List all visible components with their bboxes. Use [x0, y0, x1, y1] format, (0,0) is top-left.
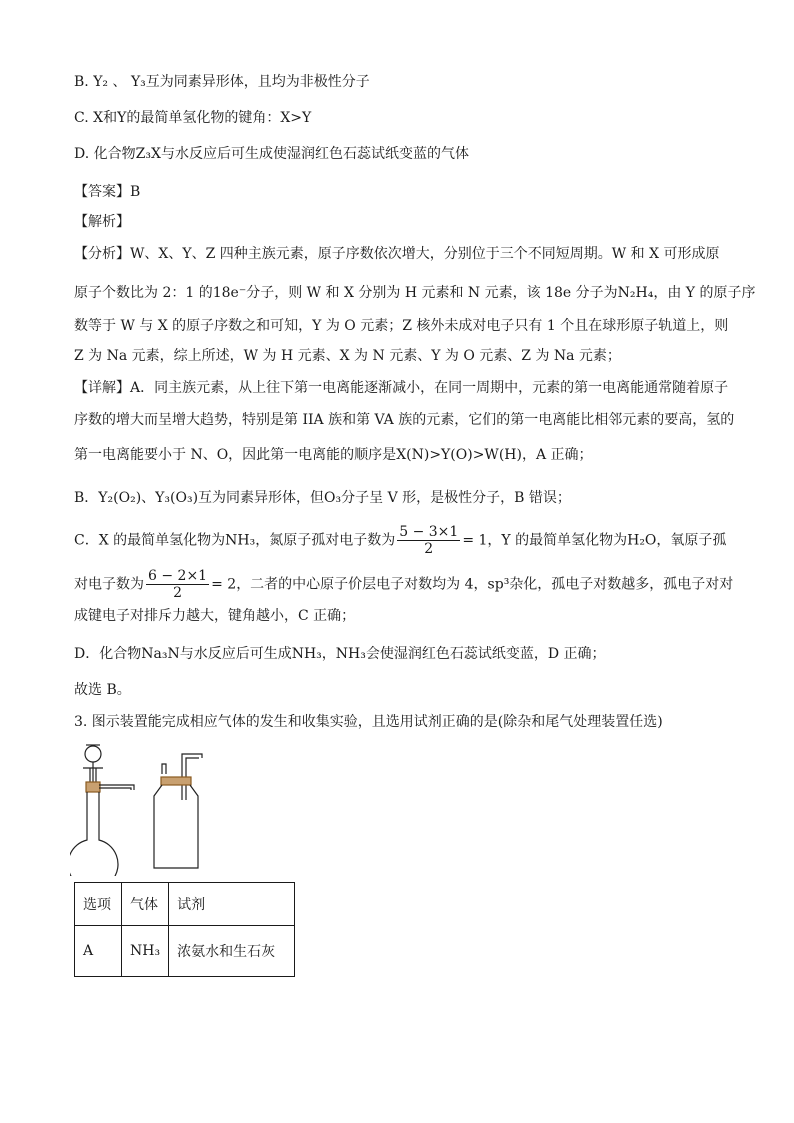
- header-cell: 气体: [122, 883, 169, 926]
- table-cell: A: [75, 926, 122, 977]
- header-cell: 选项: [75, 883, 122, 926]
- table-row: [75, 926, 295, 977]
- answer-line: 【答案】B: [74, 184, 141, 200]
- conclusion: 故选 B。: [74, 682, 131, 698]
- detail-d-line: D．化合物Na₃N与水反应后可生成NH₃，NH₃会使湿润红色石蕊试纸变蓝，D 正确；: [74, 646, 606, 662]
- header-cell: 试剂: [169, 883, 295, 926]
- detail-line-2: 序数的增大而呈增大趋势，特别是第 IIA 族和第 VA 族的元素，它们的第一电离能比相邻元素的要高，氢的: [74, 412, 735, 428]
- fraction: $\frac{6 - 2\times 1}{2}$: [148, 568, 208, 601]
- table-header-row: [75, 883, 295, 926]
- apparatus-diagram: [70, 742, 210, 876]
- analysis-line-2: 原子个数比为 2：1 的18e⁻分子，则 W 和 X 分别为 H 元素和 N 元素，该 18e 分子为N₂H₄，由 Y 的原子序: [74, 285, 756, 301]
- analysis-line-1: 【分析】W、X、Y、Z 四种主族元素，原子序数依次增大，分别位于三个不同短周期。W 和 X 可形成原: [74, 246, 720, 262]
- option-c: C. X和Y的最简单氢化物的键角：X>Y: [74, 110, 312, 126]
- analysis-heading: 【解析】: [74, 214, 130, 230]
- analysis-line-4: Z 为 Na 元素，综上所述，W 为 H 元素、X 为 N 元素、Y 为 O 元素、Z 为 Na 元素；: [74, 348, 621, 364]
- table-cell: 浓氨水和生石灰: [169, 926, 295, 977]
- option-b: B. Y₂ 、 Y₃互为同素异形体，且均为非极性分子: [74, 74, 370, 90]
- detail-line-1: 【详解】A．同主族元素，从上往下第一电离能逐渐减小，在同一周期中，元素的第一电离能通常随着原子: [74, 380, 729, 396]
- detail-b-line: B．Y₂(O₂)、Y₃(O₃)互为同素异形体，但O₃分子呈 V 形，是极性分子，B 错误；: [74, 490, 571, 506]
- detail-c-line-2: 对电子数为 $\frac{6 - 2\times 1}{2}$ = 2，二者的中心原子价层电子对数均为 4，sp³杂化，孤电子对数越多，孤电子对对: [74, 568, 734, 601]
- fraction: $\frac{5 - 3\times 1}{2}$: [399, 524, 459, 557]
- funnel-bulb-shape: [85, 746, 101, 762]
- table-cell: NH₃: [122, 926, 169, 977]
- question-3: 3. 图示装置能完成相应气体的发生和收集实验，且选用试剂正确的是(除杂和尾气处理装置任选): [74, 714, 663, 730]
- detail-c-line-1: C．X 的最简单氢化物为NH₃，氮原子孤对电子数为 $\frac{5 - 3\times 1}{2}$ = 1，Y 的最简单氢化物为H₂O，氧原子孤: [74, 524, 727, 557]
- analysis-line-3: 数等于 W 与 X 的原子序数之和可知，Y 为 O 元素；Z 核外未成对电子只有 1 个且在球形原子轨道上，则: [74, 318, 729, 334]
- detail-c-line-3: 成键电子对排斥力越大，键角越小，C 正确；: [74, 608, 356, 624]
- option-d: D. 化合物Z₃X与水反应后可生成使湿润红色石蕊试纸变蓝的气体: [74, 146, 469, 162]
- detail-line-3: 第一电离能要小于 N、O，因此第一电离能的顺序是X(N)>Y(O)>W(H)，A 正确；: [74, 447, 593, 463]
- options-table: [74, 882, 295, 977]
